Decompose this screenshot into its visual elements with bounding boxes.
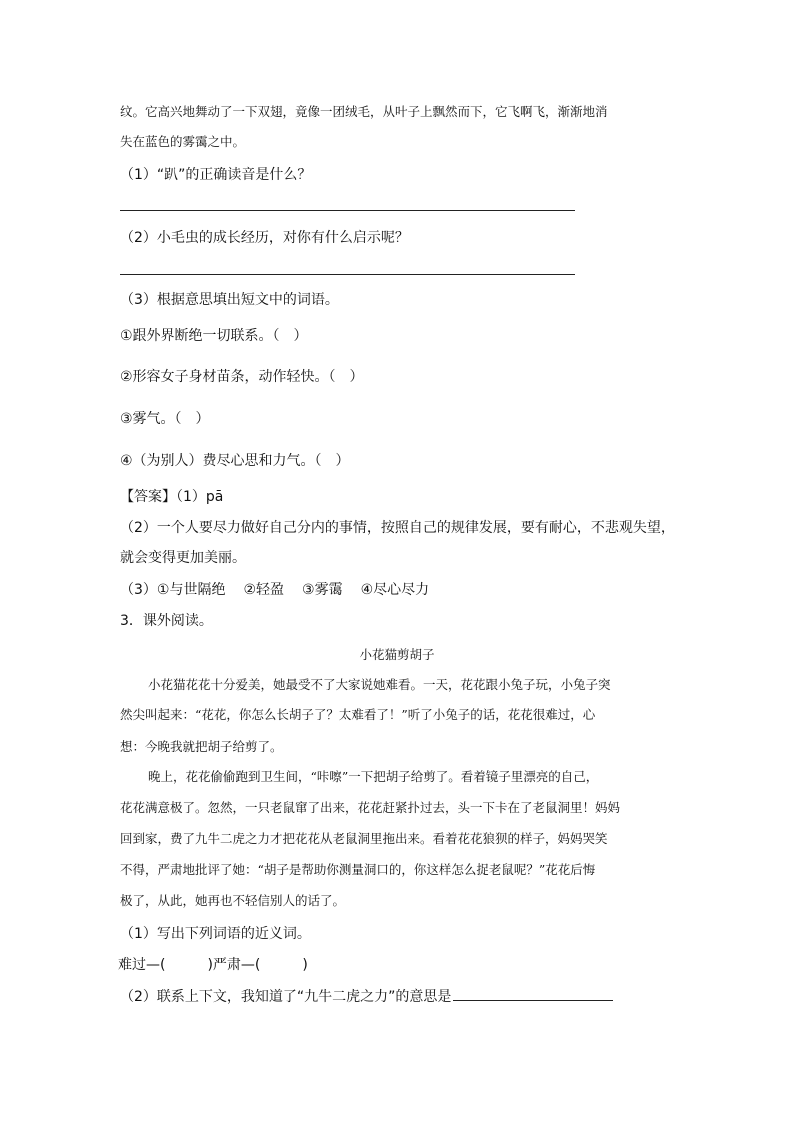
answer-2-line-2: 就会变得更加美丽。 — [120, 550, 246, 566]
answer-3-item: ④尽心尽力 — [360, 582, 430, 598]
answer-blank — [453, 986, 613, 1001]
story-p1-line-1: 小花猫花花十分爱美，她最受不了大家说她难看。一天，花花跟小兔子玩，小兔子突 — [148, 677, 611, 692]
answer-line-1 — [120, 210, 575, 211]
question-3-item: ①跟外界断绝一切联系。（ ） — [120, 328, 308, 344]
question-3-item: ③雾气。（ ） — [120, 411, 210, 427]
section-3-question-2 — [120, 986, 613, 1007]
question-1: （1）“趴”的正确读音是什么？ — [120, 167, 312, 183]
question-3-item: ②形容女子身材苗条，动作轻快。（ ） — [120, 369, 364, 385]
section-3-heading: 3．课外阅读。 — [120, 613, 213, 629]
section-3-question-1: （1）写出下列词语的近义词。 — [120, 926, 311, 942]
answer-label: 【答案】（1）pā — [120, 489, 224, 505]
story-title: 小花猫剪胡子 — [359, 647, 435, 662]
story-p1-line-2: 然尖叫起来：“花花，你怎么长胡子了？太难看了！”听了小兔子的话，花花很难过，心 — [120, 707, 596, 722]
question-2: （2）小毛虫的成长经历，对你有什么启示呢？ — [120, 230, 409, 246]
answer-2-line-1: （2）一个人要尽力做好自己分内的事情，按照自己的规律发展，要有耐心，不悲观失望， — [120, 520, 675, 536]
passage-line-2: 失在蓝色的雾霭之中。 — [120, 134, 246, 149]
answer-3 — [120, 580, 429, 600]
synonym-fill-line: 难过—( )严肃—( ) — [118, 957, 308, 973]
passage-line-1: 纹。它高兴地舞动了一下双翅，竟像一团绒毛，从叶子上飘然而下，它飞啊飞，渐渐地消 — [120, 104, 608, 119]
question-3-title: （3）根据意思填出短文中的词语。 — [120, 292, 339, 308]
answer-3-item: ②轻盈 — [243, 582, 285, 598]
story-p2-line-1: 晚上，花花偷偷跑到卫生间，“咔嚓”一下把胡子给剪了。看着镜子里漂亮的自己， — [148, 769, 599, 784]
section-3-question-2-text: （2）联系上下文，我知道了“九牛二虎之力”的意思是 — [120, 989, 452, 1005]
question-3-item: ④（为别人）费尽心思和力气。（ ） — [120, 453, 350, 469]
answer-3-item: ①与世隔绝 — [156, 582, 226, 598]
answer-3-item: ③雾霭 — [302, 582, 343, 598]
story-p2-line-5: 极了，从此，她再也不轻信别人的话了。 — [120, 893, 346, 908]
answer-3-prefix: （3） — [120, 582, 157, 598]
story-p2-line-3: 回到家，费了九牛二虎之力才把花花从老鼠洞里拖出来。看着花花狼狈的样子，妈妈哭笑 — [120, 831, 608, 846]
story-p2-line-4: 不得，严肃地批评了她：“胡子是帮助你测量洞口的，你这样怎么捉老鼠呢？”花花后悔 — [120, 862, 596, 877]
story-p2-line-2: 花花满意极了。忽然，一只老鼠窜了出来，花花赶紧扑过去，头一下卡在了老鼠洞里！妈妈 — [120, 800, 621, 815]
answer-line-2 — [120, 274, 575, 275]
story-p1-line-3: 想：今晚我就把胡子给剪了。 — [120, 739, 283, 754]
